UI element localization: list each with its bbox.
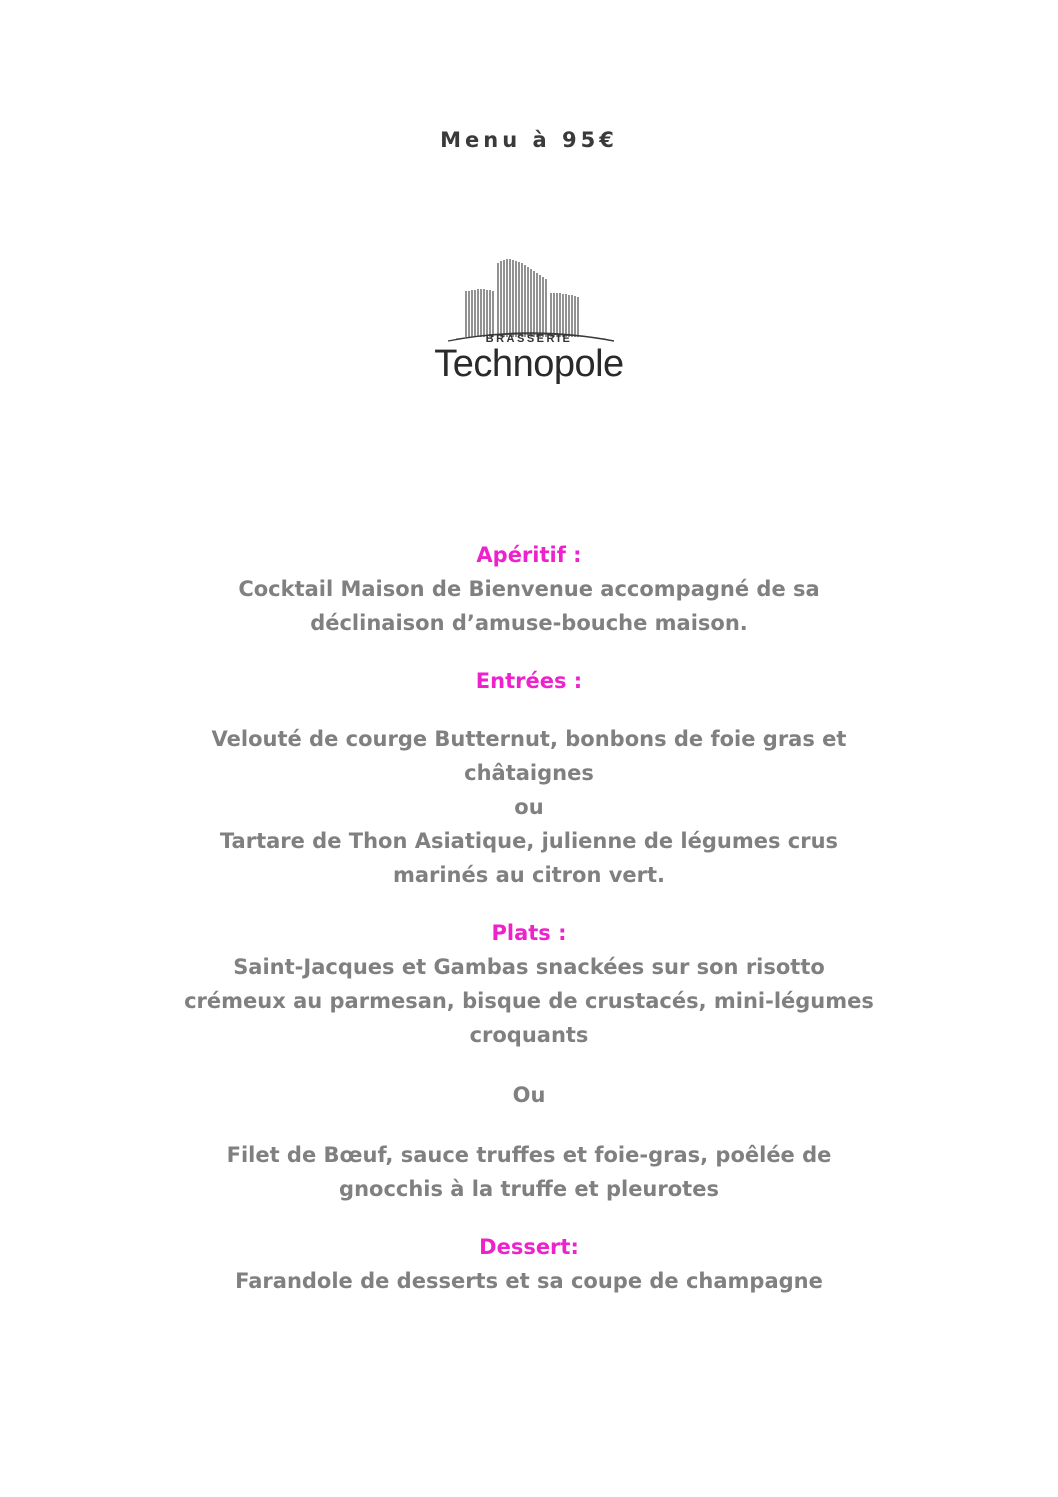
section-heading: Entrées : <box>475 669 583 693</box>
menu-line: châtaignes <box>464 761 594 785</box>
section-heading: Dessert: <box>479 1235 579 1259</box>
menu-line: Velouté de courge Butternut, bonbons de foie gras et <box>211 727 847 751</box>
menu-title: Menu à 95€ <box>440 128 618 152</box>
section-heading: Plats : <box>491 921 567 945</box>
menu-line: gnocchis à la truffe et pleurotes <box>339 1177 719 1201</box>
menu-line: déclinaison d’amuse-bouche maison. <box>310 611 748 635</box>
option-separator: Ou <box>512 1083 546 1107</box>
menu-line: croquants <box>469 1023 589 1047</box>
brand-name: Technopole <box>434 343 624 385</box>
menu-line: marinés au citron vert. <box>392 863 666 887</box>
section-dessert <box>0 1230 1058 1298</box>
building-skyline-logo-icon <box>418 255 640 345</box>
brand-subtitle: BRASSERIE <box>485 333 573 345</box>
menu-line: Tartare de Thon Asiatique, julienne de légumes crus <box>219 829 839 853</box>
section-heading: Apéritif : <box>476 543 582 567</box>
menu-line: Saint-Jacques et Gambas snackées sur son risotto <box>233 955 825 979</box>
menu-line: crémeux au parmesan, bisque de crustacés, mini-légumes <box>184 989 874 1013</box>
section-aperitif <box>0 538 1058 640</box>
menu-content <box>0 538 1058 1298</box>
brasserie-logo <box>418 255 640 395</box>
section-plats <box>0 916 1058 1206</box>
menu-line: Cocktail Maison de Bienvenue accompagné de sa <box>238 577 820 601</box>
menu-line: Farandole de desserts et sa coupe de champagne <box>235 1269 823 1293</box>
section-entrees <box>0 664 1058 892</box>
menu-line: Filet de Bœuf, sauce truffes et foie-gras, poêlée de <box>226 1143 832 1167</box>
option-separator: ou <box>514 795 544 819</box>
